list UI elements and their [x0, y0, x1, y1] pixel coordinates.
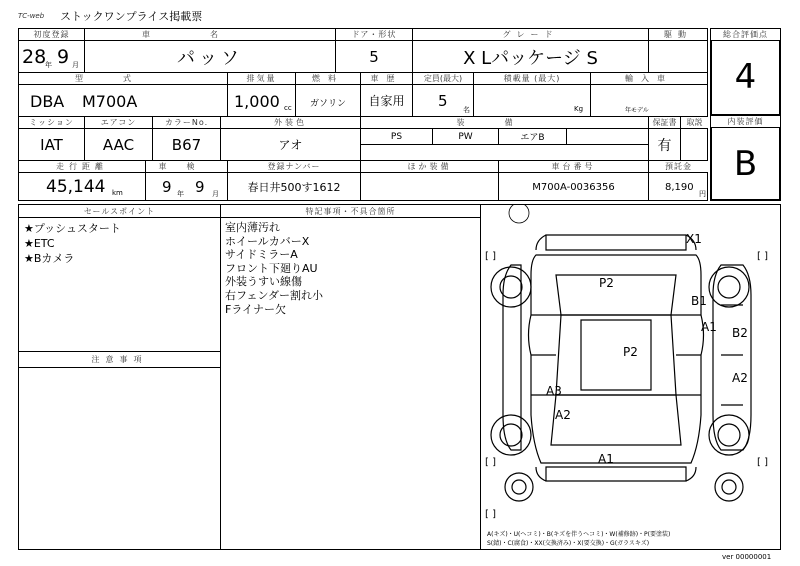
inspection-month-unit: 月	[212, 190, 219, 198]
legend-line-1: A(キズ)・U(ヘコミ)・B(キズを伴うヘコミ)・W(補修跡)・P(要塗装)	[487, 531, 671, 538]
car-name-label: 車名	[85, 29, 335, 40]
capacity-value: 5	[438, 92, 448, 110]
inspection-month: 9	[195, 178, 205, 196]
manual-label: 取説	[681, 117, 708, 128]
notes-title: 注意事項	[19, 353, 220, 366]
svg-text:[ ]: [ ]	[485, 457, 496, 468]
cc-unit: cc	[284, 104, 292, 112]
svg-text:[ ]: [ ]	[757, 251, 768, 262]
color-value: B67	[171, 135, 202, 154]
damage-mark: P2	[623, 345, 638, 359]
equip-airbag: エアB	[520, 133, 545, 143]
plate-value: 春日井500す1612	[247, 181, 341, 194]
overall-label: 総合評価点	[711, 29, 780, 41]
first-reg-label: 初度登録	[19, 29, 84, 40]
month-unit: 月	[72, 61, 79, 69]
version-label: ver 00000001	[722, 553, 772, 561]
list-item: ホイールカバーX	[225, 234, 310, 248]
inspection-label: 車検	[146, 161, 227, 172]
damage-mark: B2	[732, 326, 748, 340]
mission-value: IAT	[40, 135, 63, 154]
warranty-label: 保証書	[649, 117, 680, 128]
doors-value: 5	[369, 47, 379, 66]
svg-text:[ ]: [ ]	[757, 457, 768, 468]
import-label: 輸入車	[591, 73, 707, 84]
car-name: パッソ	[177, 47, 243, 69]
year-model-unit: 年モデル	[625, 107, 649, 114]
list-item: 外装うすい線傷	[225, 275, 302, 289]
grade-label: グレード	[413, 29, 648, 40]
plate-label: 登録ナンバー	[228, 161, 360, 172]
history-value: 自家用	[368, 94, 405, 108]
car-damage-diagram	[481, 205, 780, 549]
capacity-label: 定員(最大)	[413, 73, 473, 84]
mileage-label: 走行距離	[19, 161, 145, 172]
color-label: カラーNo.	[153, 117, 220, 128]
doors-label: ドア・形状	[336, 29, 412, 40]
inspection-year-unit: 年	[177, 190, 184, 198]
sales-points-title: セールスポイント	[19, 205, 220, 217]
mileage-value: 45,144	[46, 177, 106, 197]
model-value: M700A	[82, 92, 138, 111]
damage-mark: P2	[599, 276, 614, 290]
damage-mark: B1	[691, 294, 707, 308]
capacity-unit: 名	[463, 106, 470, 114]
damage-mark: A3	[546, 384, 562, 398]
fuel-label: 燃料	[296, 73, 360, 84]
warranty-value: 有	[657, 137, 672, 154]
aircon-value: AAC	[102, 135, 135, 154]
legend-line-2: S(錆)・C(腐食)・XX(交換済み)・X(要交換)・G(ガラスキズ)	[487, 540, 650, 547]
year-unit: 年	[45, 61, 52, 69]
list-item: Fライナー欠	[225, 302, 286, 316]
exterior-value: アオ	[278, 138, 303, 152]
list-item: 室内薄汚れ	[225, 221, 280, 234]
damage-mark: X1	[686, 232, 702, 246]
drive-label: 駆動	[649, 29, 707, 40]
sales-points-list	[24, 221, 121, 266]
damage-mark: A2	[732, 371, 748, 385]
deposit-value: 8,190	[665, 182, 694, 193]
list-item: ★プッシュスタート	[24, 222, 121, 235]
chassis-value: M700A-0036356	[532, 181, 615, 193]
special-notes-title: 特記事項・不具合箇所	[221, 205, 480, 217]
interior-label: 内装評価	[711, 114, 780, 128]
grade-value: X Lパッケージ S	[463, 47, 598, 69]
displacement-label: 排気量	[228, 73, 295, 84]
yen-unit: 円	[699, 190, 706, 198]
kg-unit: Kg	[574, 105, 584, 113]
list-item: サイドミラーA	[225, 248, 298, 262]
logo: TC-web	[18, 12, 45, 20]
damage-mark: A1	[598, 452, 614, 466]
chassis-label: 車台番号	[499, 161, 648, 172]
damage-mark: A1	[701, 320, 717, 334]
deposit-label: 預託金	[649, 161, 708, 172]
displacement-value: 1,000	[234, 92, 280, 111]
equip-ps: PS	[390, 131, 403, 142]
load-label: 積載量 (最大)	[474, 73, 590, 84]
first-reg-month: 9	[57, 46, 70, 68]
other-equip-label: ほか装備	[361, 161, 498, 172]
overall-score: 4	[734, 57, 757, 97]
drive-value	[649, 41, 707, 72]
model-prefix: DBA	[30, 92, 65, 111]
history-label: 車歴	[361, 73, 412, 84]
equip-pw: PW	[458, 131, 473, 142]
special-notes-list	[225, 221, 323, 316]
km-unit: km	[112, 189, 123, 197]
interior-score: B	[733, 144, 758, 184]
list-item: ★ETC	[24, 237, 55, 250]
exterior-label: 外装色	[221, 117, 360, 128]
equipment-label: 装備	[361, 117, 648, 128]
model-label: 型式	[19, 73, 227, 84]
damage-mark: A2	[555, 408, 571, 422]
mission-label: ミッション	[19, 117, 84, 128]
list-item: フロント下廻りAU	[225, 261, 318, 275]
page-title: ストックワンプライス掲載票	[60, 10, 203, 23]
inspection-year: 9	[162, 178, 172, 196]
aircon-label: エアコン	[85, 117, 152, 128]
fuel-value: ガソリン	[310, 99, 347, 109]
first-reg-year: 28	[22, 46, 47, 68]
svg-text:[ ]: [ ]	[485, 251, 496, 262]
list-item: 右フェンダー割れ小	[225, 288, 324, 302]
svg-text:[ ]: [ ]	[485, 509, 496, 520]
list-item: ★Bカメラ	[24, 252, 75, 265]
